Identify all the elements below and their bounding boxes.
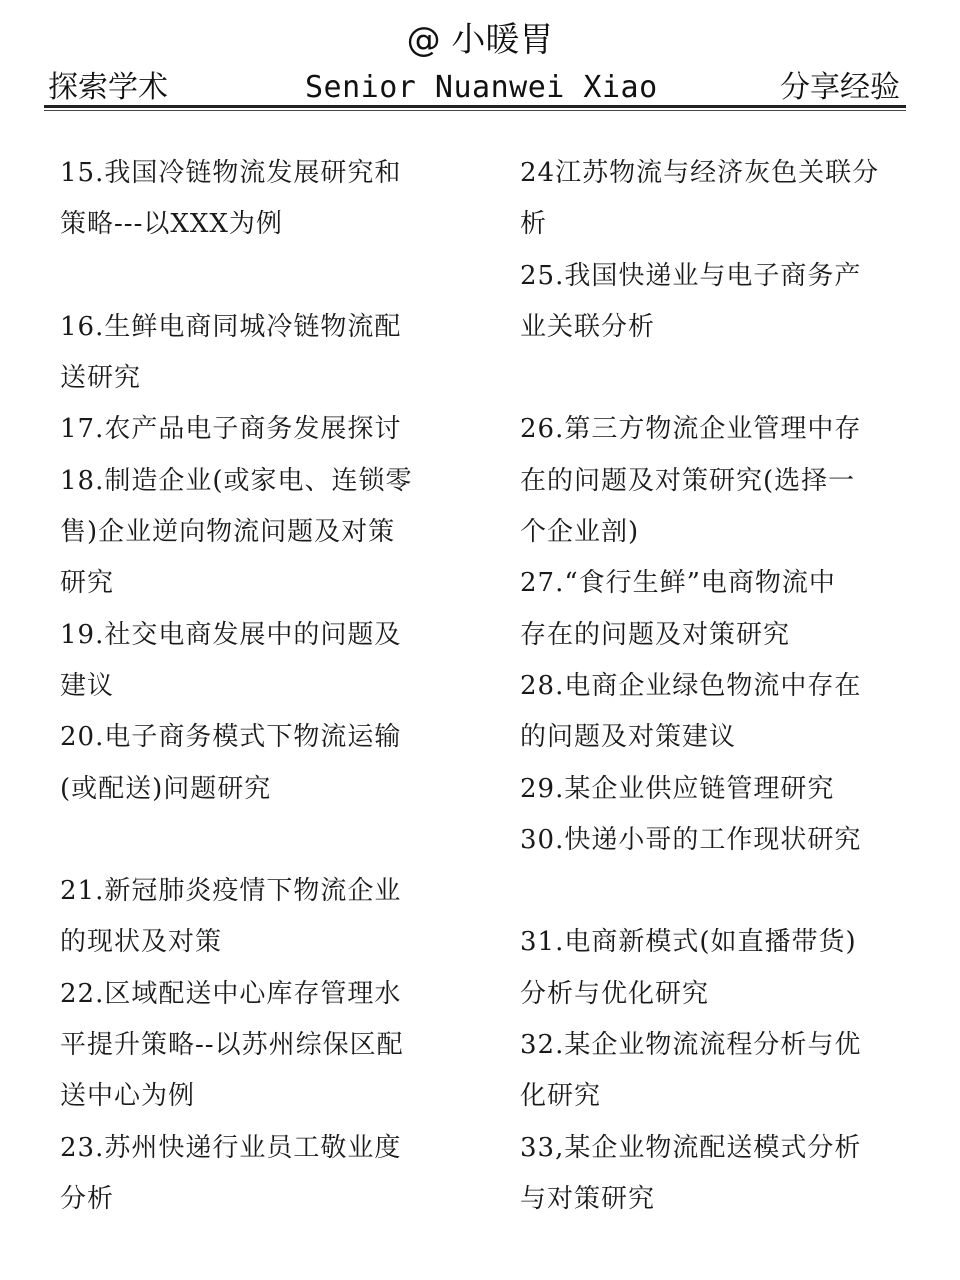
topic-line: 18.制造企业(或家电、连锁零 xyxy=(60,465,413,496)
right-topic-column xyxy=(520,148,900,1225)
topic-line: 22.区域配送中心库存管理水 xyxy=(60,978,402,1009)
topic-line: 28.电商企业绿色物流中存在 xyxy=(520,670,862,701)
topic-line: 26.第三方物流企业管理中存 xyxy=(520,414,862,445)
topic-line: 21.新冠肺炎疫情下物流企业 xyxy=(60,876,402,907)
author-handle: @ 小暖胃 xyxy=(406,20,554,60)
topic-line: 析 xyxy=(520,209,548,240)
topic-line: 24江苏物流与经济灰色关联分 xyxy=(520,158,880,188)
header-divider-thin xyxy=(44,110,906,111)
topic-line: 策略---以XXX为例 xyxy=(60,209,283,240)
topic-line: 分析与优化研究 xyxy=(520,978,710,1009)
topic-line: 平提升策略--以苏州综保区配 xyxy=(60,1030,404,1061)
topic-line: 在的问题及对策研究(选择一 xyxy=(520,465,856,496)
topic-line: 16.生鲜电商同城冷链物流配 xyxy=(60,311,402,342)
header-left-label: 探索学术 xyxy=(48,70,168,105)
topic-line: 与对策研究 xyxy=(520,1183,656,1214)
topic-line: (或配送)问题研究 xyxy=(60,773,272,804)
topic-line: 存在的问题及对策研究 xyxy=(520,619,791,650)
left-topic-column xyxy=(60,148,440,1225)
topic-line: 33,某企业物流配送模式分析 xyxy=(520,1132,862,1163)
header-right-label: 分享经验 xyxy=(780,70,900,105)
topic-line: 25.我国快递业与电子商务产 xyxy=(520,260,862,291)
blank-line xyxy=(60,815,440,866)
topic-line: 32.某企业物流流程分析与优 xyxy=(520,1030,862,1061)
topic-line: 23.苏州快递行业员工敬业度 xyxy=(60,1132,402,1163)
header-divider-thick xyxy=(44,105,906,108)
topic-line: 送研究 xyxy=(60,363,142,394)
topic-line: 分析 xyxy=(60,1183,115,1214)
topic-line: 个企业剖) xyxy=(520,517,640,548)
header-center-label: Senior Nuanwei Xiao xyxy=(305,70,658,105)
topic-line: 建议 xyxy=(60,670,115,701)
topic-line: 29.某企业供应链管理研究 xyxy=(520,773,835,804)
topic-line: 15.我国冷链物流发展研究和 xyxy=(60,158,402,188)
blank-line xyxy=(60,251,440,302)
blank-line xyxy=(520,353,900,404)
topic-line: 20.电子商务模式下物流运输 xyxy=(60,722,402,753)
topic-line: 研究 xyxy=(60,568,115,599)
topic-line: 31.电商新模式(如直播带货) xyxy=(520,927,857,958)
topic-line: 送中心为例 xyxy=(60,1081,196,1112)
topic-line: 售)企业逆向物流问题及对策 xyxy=(60,517,396,548)
topic-line: 的问题及对策建议 xyxy=(520,722,737,753)
blank-line xyxy=(520,866,900,917)
topic-line: 业关联分析 xyxy=(520,311,656,342)
topic-line: 30.快递小哥的工作现状研究 xyxy=(520,824,862,855)
topic-line: 的现状及对策 xyxy=(60,927,223,958)
topic-line: 27.“食行生鲜”电商物流中 xyxy=(520,568,836,599)
topic-line: 化研究 xyxy=(520,1081,602,1112)
topic-line: 19.社交电商发展中的问题及 xyxy=(60,619,402,650)
topic-line: 17.农产品电子商务发展探讨 xyxy=(60,414,402,445)
